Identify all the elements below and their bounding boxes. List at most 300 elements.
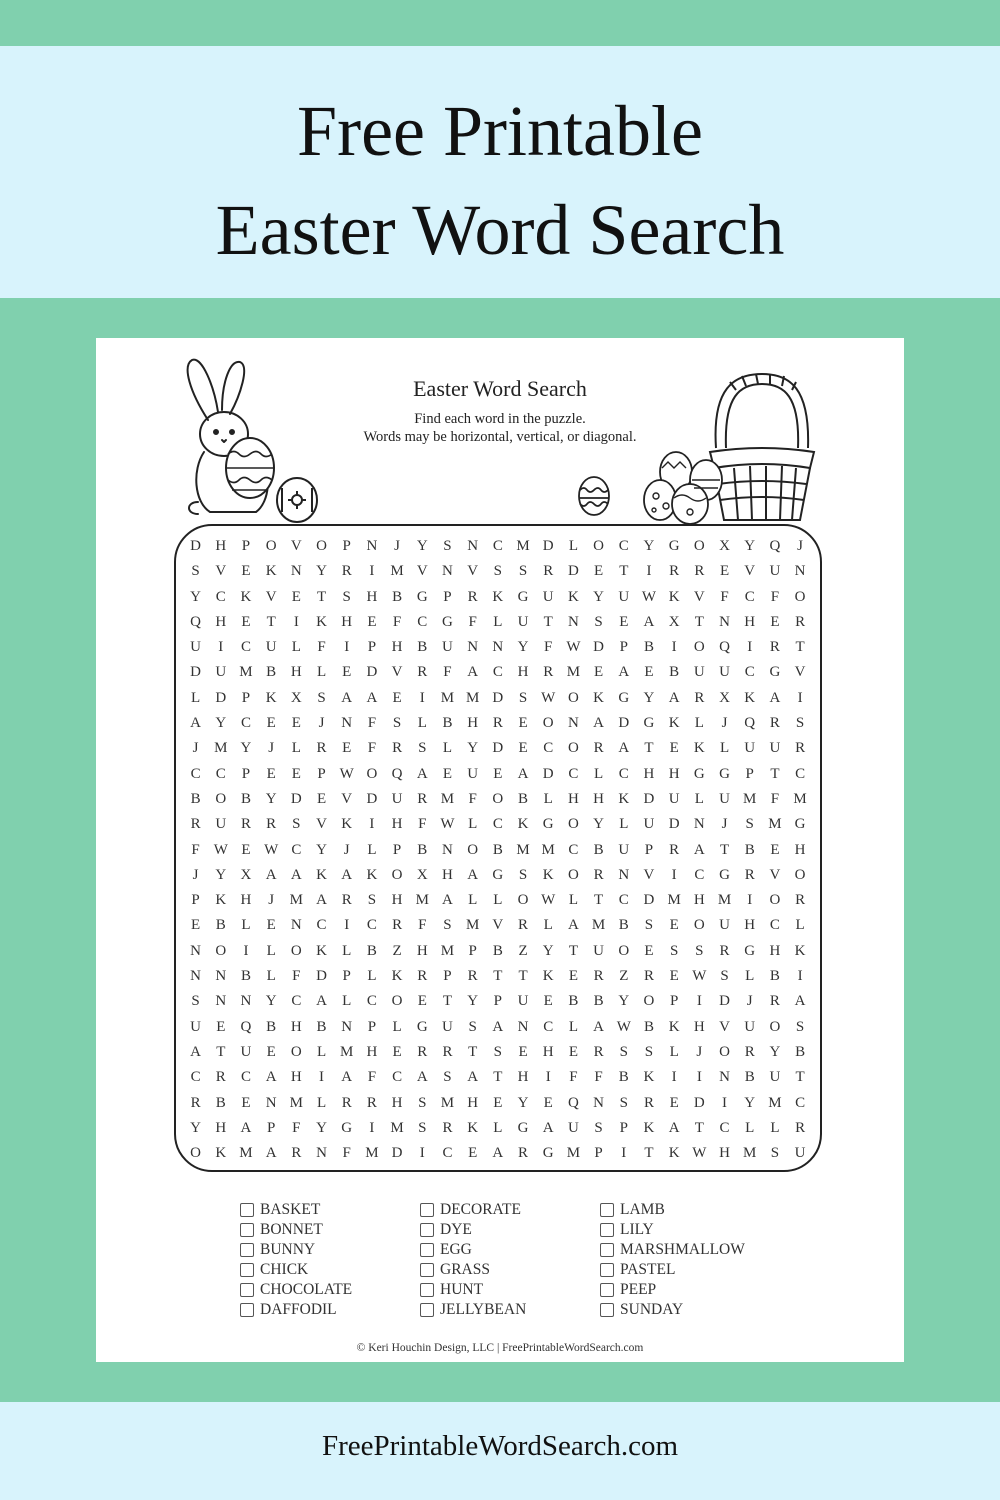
grid-letter: P bbox=[644, 841, 654, 858]
grid-letter: M bbox=[541, 841, 555, 858]
grid-letter: R bbox=[442, 1119, 453, 1136]
decorated-egg-icon bbox=[272, 474, 322, 524]
grid-letter: L bbox=[291, 740, 301, 757]
grid-row bbox=[183, 1015, 813, 1040]
grid-letter: A bbox=[416, 765, 428, 782]
grid-letter: E bbox=[594, 664, 604, 681]
grid-letter: W bbox=[440, 816, 455, 833]
grid-letter: M bbox=[340, 1043, 354, 1060]
word-label: MARSHMALLOW bbox=[620, 1241, 745, 1258]
grid-letter: I bbox=[671, 1069, 677, 1086]
grid-letter: B bbox=[366, 942, 377, 959]
word-item bbox=[420, 1220, 526, 1240]
checkbox-icon[interactable] bbox=[600, 1243, 614, 1257]
grid-letter: N bbox=[794, 563, 806, 580]
grid-letter: U bbox=[618, 588, 630, 605]
grid-letter: H bbox=[517, 664, 529, 681]
grid-letter: P bbox=[619, 639, 628, 656]
grid-letter: Q bbox=[190, 613, 202, 630]
grid-letter: G bbox=[693, 765, 705, 782]
grid-letter: K bbox=[593, 689, 605, 706]
grid-letter: K bbox=[668, 1018, 680, 1035]
grid-letter: C bbox=[492, 664, 503, 681]
grid-letter: P bbox=[745, 765, 754, 782]
word-item bbox=[600, 1260, 745, 1280]
grid-letter: A bbox=[492, 1145, 504, 1162]
grid-letter: H bbox=[467, 715, 479, 732]
grid-letter: O bbox=[316, 538, 327, 554]
grid-letter: W bbox=[616, 1018, 631, 1035]
grid-letter: R bbox=[417, 968, 428, 985]
grid-letter: C bbox=[442, 1145, 453, 1162]
word-item bbox=[240, 1220, 352, 1240]
grid-letter: F bbox=[392, 613, 402, 630]
grid-letter: Y bbox=[316, 1119, 327, 1136]
grid-letter: L bbox=[568, 1018, 578, 1035]
grid-letter: E bbox=[594, 563, 604, 580]
grid-letter: A bbox=[693, 841, 705, 858]
grid-letter: R bbox=[240, 816, 251, 833]
checkbox-icon[interactable] bbox=[240, 1303, 254, 1317]
grid-letter: W bbox=[641, 588, 657, 605]
grid-letter: C bbox=[492, 816, 503, 833]
grid-row bbox=[183, 1065, 813, 1090]
grid-letter: P bbox=[241, 538, 251, 554]
grid-letter: C bbox=[291, 993, 302, 1010]
grid-letter: E bbox=[468, 1145, 478, 1162]
word-label: DECORATE bbox=[440, 1201, 521, 1218]
checkbox-icon[interactable] bbox=[600, 1283, 614, 1297]
grid-letter: F bbox=[418, 816, 427, 833]
grid-letter: F bbox=[770, 588, 780, 605]
grid-letter: R bbox=[341, 1094, 352, 1111]
grid-letter: A bbox=[517, 765, 529, 782]
grid-letter: O bbox=[567, 816, 579, 833]
grid-letter: W bbox=[264, 841, 279, 858]
grid-letter: M bbox=[415, 892, 429, 909]
grid-letter: E bbox=[191, 917, 201, 934]
grid-letter: L bbox=[291, 639, 301, 656]
grid-letter: G bbox=[719, 765, 730, 782]
grid-row bbox=[183, 1040, 813, 1065]
grid-letter: N bbox=[316, 1145, 327, 1162]
grid-letter: B bbox=[316, 1018, 327, 1035]
grid-letter: P bbox=[241, 689, 251, 706]
checkbox-icon[interactable] bbox=[600, 1263, 614, 1277]
grid-letter: H bbox=[769, 942, 781, 959]
grid-letter: H bbox=[215, 538, 227, 554]
grid-letter: K bbox=[542, 866, 554, 883]
grid-letter: C bbox=[568, 841, 579, 858]
checkbox-icon[interactable] bbox=[600, 1203, 614, 1217]
grid-letter: M bbox=[591, 917, 606, 934]
grid-letter: Q bbox=[240, 1018, 252, 1035]
grid-letter: V bbox=[467, 563, 479, 580]
grid-letter: L bbox=[493, 1119, 503, 1136]
grid-letter: H bbox=[290, 664, 302, 681]
grid-row bbox=[183, 585, 813, 610]
grid-letter: A bbox=[467, 1069, 479, 1086]
grid-letter: P bbox=[594, 1145, 603, 1162]
grid-letter: F bbox=[443, 664, 452, 681]
grid-letter: P bbox=[443, 968, 452, 985]
grid-letter: S bbox=[342, 588, 351, 605]
grid-letter: S bbox=[619, 1094, 628, 1111]
grid-letter: R bbox=[769, 993, 780, 1010]
grid-letter: W bbox=[566, 639, 581, 656]
grid-letter: M bbox=[667, 892, 681, 909]
grid-letter: R bbox=[795, 613, 806, 630]
grid-letter: H bbox=[240, 892, 252, 909]
grid-letter: V bbox=[265, 588, 277, 605]
grid-letter: U bbox=[719, 917, 730, 934]
grid-letter: O bbox=[719, 1043, 730, 1060]
word-label: BASKET bbox=[260, 1201, 321, 1218]
grid-letter: A bbox=[190, 1043, 202, 1060]
grid-letter: O bbox=[366, 765, 378, 782]
grid-letter: M bbox=[440, 790, 455, 807]
grid-letter: D bbox=[618, 715, 630, 732]
grid-letter: E bbox=[392, 1043, 402, 1060]
grid-letter: I bbox=[747, 892, 753, 909]
grid-letter: D bbox=[492, 689, 504, 706]
grid-letter: O bbox=[693, 917, 705, 934]
grid-letter: M bbox=[214, 740, 228, 757]
grid-letter: Y bbox=[467, 740, 479, 757]
grid-letter: P bbox=[317, 765, 326, 782]
grid-letter: F bbox=[191, 841, 200, 858]
grid-letter: E bbox=[770, 841, 780, 858]
grid-letter: L bbox=[266, 942, 276, 959]
grid-letter: K bbox=[341, 816, 353, 833]
grid-letter: F bbox=[468, 613, 477, 630]
grid-letter: B bbox=[266, 1018, 277, 1035]
word-label: DAFFODIL bbox=[260, 1301, 337, 1318]
grid-letter: R bbox=[593, 1043, 604, 1060]
grid-letter: N bbox=[618, 866, 630, 883]
grid-letter: O bbox=[190, 1145, 202, 1162]
grid-letter: X bbox=[719, 538, 730, 554]
grid-letter: R bbox=[795, 740, 806, 757]
grid-letter: B bbox=[795, 1043, 806, 1060]
word-item bbox=[600, 1200, 745, 1220]
word-label: DYE bbox=[440, 1221, 472, 1238]
grid-letter: R bbox=[417, 1043, 428, 1060]
word-list-column-1 bbox=[240, 1200, 352, 1320]
grid-letter: L bbox=[745, 968, 755, 985]
grid-letter: I bbox=[419, 1145, 425, 1162]
word-label: PEEP bbox=[620, 1281, 657, 1298]
grid-letter: C bbox=[795, 1094, 806, 1111]
grid-letter: A bbox=[492, 1018, 504, 1035]
grid-letter: C bbox=[366, 993, 377, 1010]
grid-row bbox=[183, 559, 813, 584]
checkbox-icon[interactable] bbox=[420, 1223, 434, 1237]
grid-letter: Y bbox=[190, 1119, 202, 1136]
grid-letter: J bbox=[192, 740, 199, 757]
grid-letter: P bbox=[443, 588, 452, 605]
grid-letter: U bbox=[794, 1145, 806, 1162]
checkbox-icon[interactable] bbox=[600, 1303, 614, 1317]
grid-letter: H bbox=[290, 1069, 302, 1086]
grid-letter: X bbox=[290, 689, 302, 706]
grid-letter: B bbox=[744, 841, 755, 858]
grid-letter: F bbox=[544, 639, 553, 656]
grid-letter: J bbox=[192, 866, 199, 883]
word-list-column-3 bbox=[600, 1200, 745, 1320]
word-label: BUNNY bbox=[260, 1241, 316, 1258]
grid-letter: C bbox=[618, 765, 629, 782]
checkbox-icon[interactable] bbox=[240, 1223, 254, 1237]
grid-letter: Y bbox=[416, 538, 428, 554]
grid-letter: T bbox=[568, 942, 578, 959]
grid-letter: E bbox=[669, 1094, 679, 1111]
grid-letter: A bbox=[593, 715, 605, 732]
grid-letter: D bbox=[190, 538, 202, 554]
grid-letter: D bbox=[668, 816, 680, 833]
grid-letter: I bbox=[319, 1069, 325, 1086]
grid-letter: K bbox=[316, 942, 327, 959]
grid-letter: O bbox=[567, 866, 579, 883]
grid-letter: C bbox=[190, 1069, 201, 1086]
grid-letter: L bbox=[392, 1018, 402, 1035]
grid-letter: R bbox=[795, 1119, 806, 1136]
grid-letter: I bbox=[671, 639, 677, 656]
grid-letter: H bbox=[416, 942, 428, 959]
banner-title-line-2: Easter Word Search bbox=[215, 190, 785, 270]
grid-letter: G bbox=[542, 816, 554, 833]
grid-letter: N bbox=[492, 639, 504, 656]
grid-letter: P bbox=[342, 968, 351, 985]
grid-letter: U bbox=[769, 563, 781, 580]
grid-letter: K bbox=[693, 740, 705, 757]
grid-letter: E bbox=[241, 563, 251, 580]
grid-letter: E bbox=[644, 664, 654, 681]
grid-letter: S bbox=[191, 993, 200, 1010]
grid-letter: H bbox=[693, 1018, 705, 1035]
grid-letter: B bbox=[518, 790, 529, 807]
grid-letter: G bbox=[492, 866, 504, 883]
grid-row bbox=[183, 1141, 813, 1166]
grid-letter: K bbox=[643, 1119, 655, 1136]
word-item bbox=[420, 1240, 526, 1260]
grid-letter: H bbox=[567, 790, 579, 807]
grid-letter: Y bbox=[190, 588, 202, 605]
word-label: LAMB bbox=[620, 1201, 665, 1218]
grid-letter: H bbox=[391, 892, 403, 909]
grid-letter: B bbox=[190, 790, 201, 807]
grid-letter: I bbox=[545, 1069, 551, 1086]
grid-letter: O bbox=[567, 689, 579, 706]
grid-letter: F bbox=[367, 740, 377, 757]
grid-letter: M bbox=[516, 841, 530, 858]
grid-letter: B bbox=[593, 993, 604, 1010]
grid-letter: V bbox=[290, 538, 302, 554]
grid-letter: C bbox=[492, 538, 503, 554]
grid-letter: C bbox=[769, 917, 780, 934]
grid-letter: Y bbox=[265, 993, 277, 1010]
grid-letter: O bbox=[542, 715, 554, 732]
banner-title-line-1: Free Printable bbox=[297, 91, 703, 171]
grid-letter: R bbox=[744, 866, 755, 883]
grid-letter: L bbox=[694, 790, 704, 807]
grid-letter: Q bbox=[391, 765, 403, 782]
checkbox-icon[interactable] bbox=[420, 1303, 434, 1317]
grid-letter: H bbox=[290, 1018, 302, 1035]
grid-letter: U bbox=[593, 942, 605, 959]
word-label: GRASS bbox=[440, 1261, 490, 1278]
word-item bbox=[420, 1280, 526, 1300]
grid-letter: I bbox=[696, 993, 702, 1010]
grid-letter: B bbox=[392, 588, 403, 605]
grid-letter: L bbox=[795, 917, 805, 934]
grid-letter: K bbox=[215, 892, 227, 909]
grid-letter: C bbox=[392, 1069, 403, 1086]
grid-letter: N bbox=[467, 538, 479, 554]
grid-letter: A bbox=[316, 892, 327, 909]
checkbox-icon[interactable] bbox=[240, 1243, 254, 1257]
word-list-column-2 bbox=[420, 1200, 526, 1320]
grid-letter: B bbox=[618, 1069, 629, 1086]
grid-letter: N bbox=[467, 639, 479, 656]
grid-letter: R bbox=[492, 715, 503, 732]
grid-letter: U bbox=[769, 740, 781, 757]
grid-letter: I bbox=[797, 689, 803, 706]
grid-letter: A bbox=[240, 1119, 252, 1136]
grid-letter: K bbox=[618, 790, 630, 807]
grid-letter: Y bbox=[593, 588, 605, 605]
grid-row bbox=[183, 1091, 813, 1116]
grid-letter: Y bbox=[240, 740, 252, 757]
grid-letter: F bbox=[367, 1069, 377, 1086]
grid-letter: L bbox=[316, 1094, 327, 1111]
grid-letter: S bbox=[518, 563, 528, 580]
grid-letter: N bbox=[693, 816, 705, 833]
grid-letter: J bbox=[721, 816, 728, 833]
grid-letter: M bbox=[717, 892, 732, 909]
grid-row bbox=[183, 939, 813, 964]
checkbox-icon[interactable] bbox=[420, 1283, 434, 1297]
grid-letter: Y bbox=[769, 1043, 781, 1060]
grid-letter: M bbox=[465, 689, 480, 706]
grid-letter: S bbox=[493, 563, 503, 580]
grid-letter: E bbox=[568, 968, 578, 985]
grid-letter: I bbox=[419, 689, 425, 706]
grid-letter: U bbox=[240, 1043, 252, 1060]
grid-letter: Y bbox=[618, 993, 630, 1010]
grid-letter: O bbox=[215, 790, 227, 807]
grid-letter: C bbox=[795, 765, 806, 782]
grid-letter: G bbox=[517, 588, 529, 605]
grid-letter: M bbox=[743, 790, 757, 807]
grid-letter: F bbox=[770, 790, 780, 807]
grid-letter: U bbox=[467, 765, 479, 782]
grid-row bbox=[183, 888, 813, 913]
grid-letter: S bbox=[695, 942, 704, 959]
grid-letter: R bbox=[518, 917, 529, 934]
grid-letter: H bbox=[668, 765, 680, 782]
grid-letter: X bbox=[719, 689, 730, 706]
grid-letter: B bbox=[442, 715, 453, 732]
grid-letter: O bbox=[215, 942, 227, 959]
grid-letter: P bbox=[493, 993, 503, 1010]
grid-letter: D bbox=[366, 664, 378, 681]
checkbox-icon[interactable] bbox=[240, 1203, 254, 1217]
grid-letter: W bbox=[541, 892, 556, 909]
grid-letter: F bbox=[342, 1145, 351, 1162]
grid-letter: H bbox=[215, 613, 227, 630]
grid-letter: S bbox=[418, 1119, 427, 1136]
grid-letter: M bbox=[516, 538, 530, 554]
grid-letter: A bbox=[618, 740, 630, 757]
grid-letter: E bbox=[291, 765, 301, 782]
grid-letter: P bbox=[266, 1119, 276, 1136]
checkbox-icon[interactable] bbox=[420, 1263, 434, 1277]
grid-letter: A bbox=[567, 917, 579, 934]
grid-letter: F bbox=[418, 917, 427, 934]
grid-letter: D bbox=[567, 563, 579, 580]
grid-letter: U bbox=[391, 790, 403, 807]
grid-letter: S bbox=[594, 613, 603, 630]
grid-letter: H bbox=[366, 588, 378, 605]
grid-letter: B bbox=[492, 841, 503, 858]
checkbox-icon[interactable] bbox=[600, 1223, 614, 1237]
grid-letter: C bbox=[694, 866, 705, 883]
grid-letter: A bbox=[341, 689, 353, 706]
letter-grid bbox=[183, 534, 813, 1166]
grid-letter: J bbox=[696, 1043, 703, 1060]
grid-letter: L bbox=[241, 917, 251, 934]
grid-letter: R bbox=[291, 1145, 302, 1162]
grid-letter: O bbox=[593, 538, 605, 554]
grid-letter: F bbox=[569, 1069, 578, 1086]
grid-letter: P bbox=[241, 765, 251, 782]
grid-letter: U bbox=[719, 790, 730, 807]
grid-letter: A bbox=[467, 664, 479, 681]
grid-letter: K bbox=[542, 968, 554, 985]
grid-letter: E bbox=[266, 765, 276, 782]
grid-letter: X bbox=[240, 866, 252, 883]
checkbox-icon[interactable] bbox=[420, 1203, 434, 1217]
grid-letter: T bbox=[644, 740, 654, 757]
checkbox-icon[interactable] bbox=[420, 1243, 434, 1257]
grid-letter: O bbox=[693, 538, 705, 554]
grid-letter: O bbox=[290, 942, 302, 959]
grid-letter: I bbox=[696, 1069, 702, 1086]
grid-letter: H bbox=[391, 1094, 403, 1111]
grid-letter: E bbox=[493, 1094, 503, 1111]
grid-row bbox=[183, 989, 813, 1014]
grid-letter: O bbox=[794, 866, 806, 883]
grid-letter: T bbox=[795, 1069, 805, 1086]
grid-letter: I bbox=[621, 1145, 627, 1162]
grid-letter: N bbox=[341, 715, 353, 732]
grid-letter: I bbox=[218, 639, 224, 656]
grid-letter: I bbox=[369, 563, 375, 580]
grid-letter: I bbox=[671, 866, 677, 883]
checkbox-icon[interactable] bbox=[240, 1283, 254, 1297]
grid-row bbox=[183, 964, 813, 989]
grid-letter: H bbox=[744, 613, 756, 630]
grid-letter: Y bbox=[517, 1094, 529, 1111]
grid-letter: L bbox=[745, 1119, 755, 1136]
checkbox-icon[interactable] bbox=[240, 1263, 254, 1277]
grid-letter: V bbox=[643, 866, 655, 883]
grid-letter: R bbox=[190, 1094, 201, 1111]
grid-letter: Z bbox=[392, 942, 402, 959]
grid-letter: R bbox=[266, 816, 277, 833]
grid-letter: K bbox=[668, 588, 680, 605]
